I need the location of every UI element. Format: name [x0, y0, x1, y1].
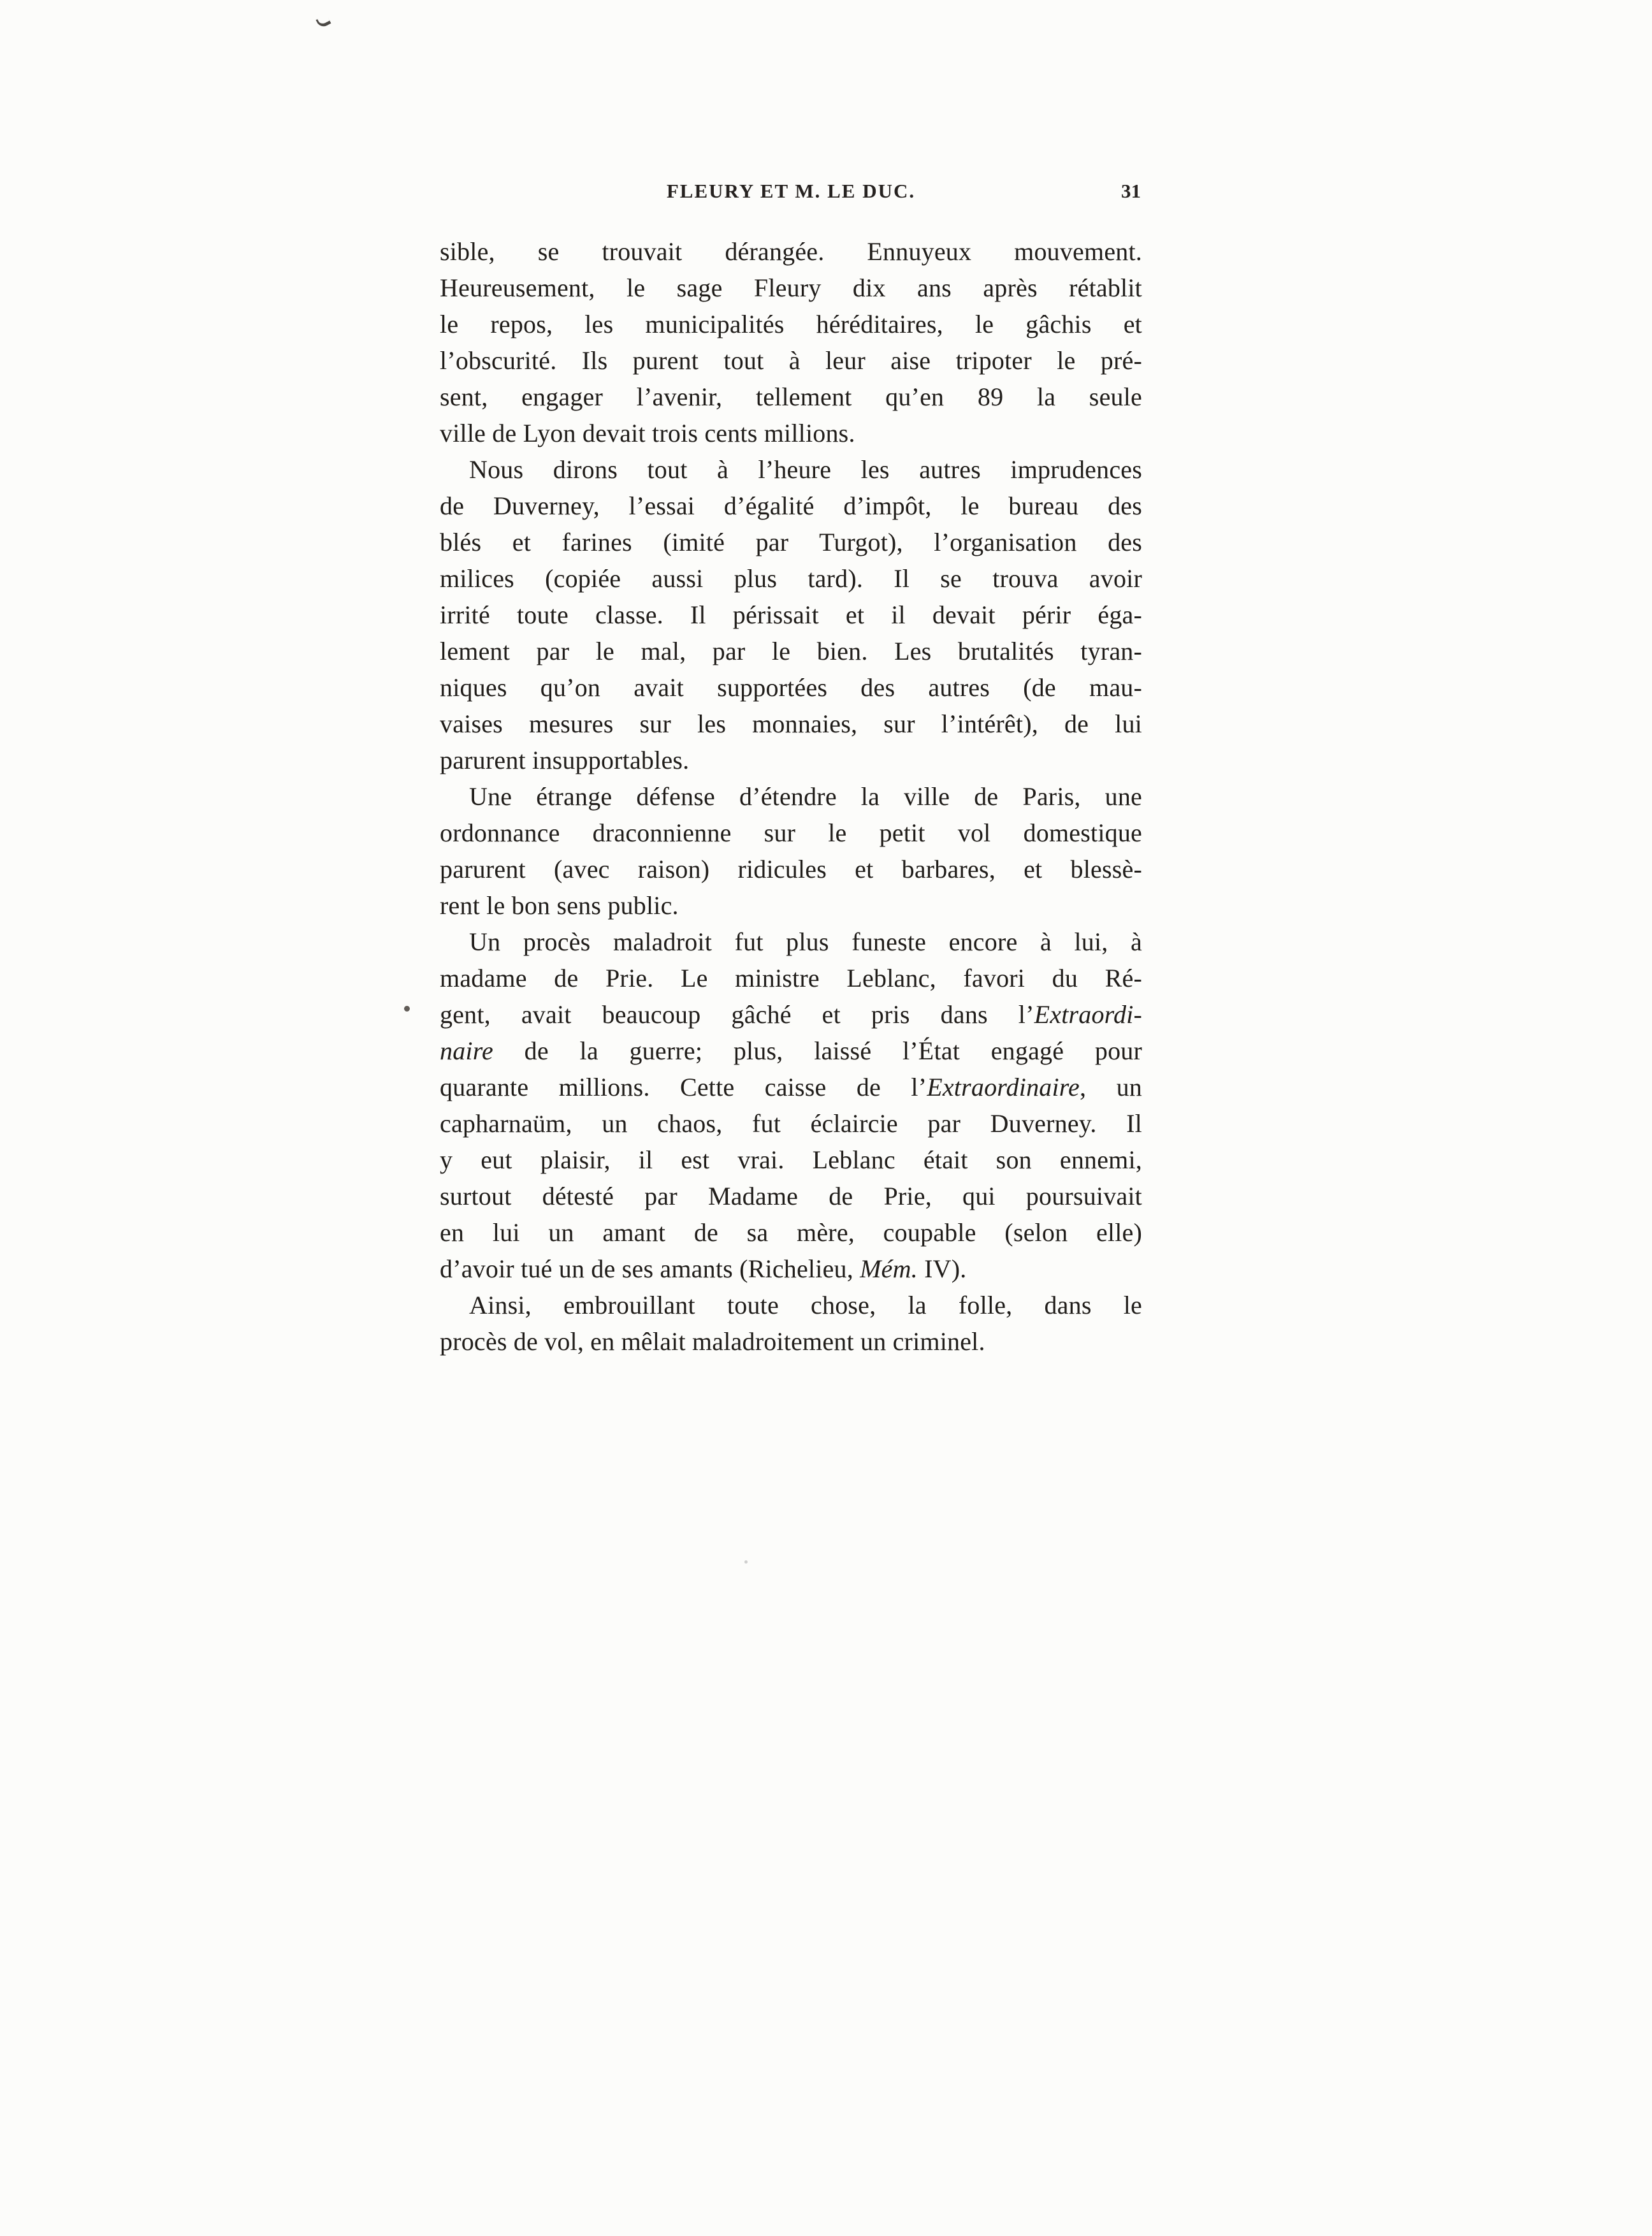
text-line: d’avoir tué un de ses amants (Richelieu, Mém. IV). [440, 1254, 967, 1283]
text-line: Ainsi, embrouillant toute chose, la folle, dans le [469, 1291, 1142, 1319]
text-line: y eut plaisir, il est vrai. Leblanc était son ennemi, [440, 1145, 1142, 1174]
scan-pen-mark [315, 14, 331, 29]
text-line: irrité toute classe. Il périssait et il devait périr éga- [440, 600, 1142, 629]
text-line: niques qu’on avait supportées des autres (de mau- [440, 673, 1142, 702]
text-line: de Duverney, l’essai d’égalité d’impôt, le bureau des [440, 491, 1142, 520]
scan-speck [744, 1560, 748, 1564]
scan-ink-dot [404, 1006, 410, 1012]
text-block [440, 233, 1142, 1360]
text-line: gent, avait beaucoup gâché et pris dans l’Extraordi- [440, 1000, 1142, 1029]
text-line: parurent insupportables. [440, 746, 690, 774]
text-line: le repos, les municipalités héréditaires, le gâchis et [440, 310, 1142, 338]
text-line: rent le bon sens public. [440, 891, 679, 920]
text-line: capharnaüm, un chaos, fut éclaircie par Duverney. Il [440, 1109, 1142, 1138]
text-line: lement par le mal, par le bien. Les brutalités tyran- [440, 637, 1142, 665]
running-header [440, 180, 1142, 209]
text-line: procès de vol, en mêlait maladroitement un criminel. [440, 1327, 985, 1356]
page-content [440, 180, 1142, 1360]
text-line: ordonnance draconnienne sur le petit vol domestique [440, 818, 1142, 847]
text-line: Nous dirons tout à l’heure les autres imprudences [469, 455, 1142, 484]
paragraph [440, 924, 1142, 1287]
text-line: en lui un amant de sa mère, coupable (selon elle) [440, 1218, 1142, 1247]
paragraph [440, 1287, 1142, 1360]
running-header-title: FLEURY ET M. LE DUC. [666, 180, 916, 202]
text-line: surtout détesté par Madame de Prie, qui poursuivait [440, 1182, 1142, 1210]
text-line: Heureusement, le sage Fleury dix ans après rétablit [440, 273, 1142, 302]
text-line: Une étrange défense d’étendre la ville de Paris, une [469, 782, 1142, 811]
paragraph [440, 233, 1142, 451]
text-line: madame de Prie. Le ministre Leblanc, favori du Ré- [440, 964, 1142, 992]
text-line: Un procès maladroit fut plus funeste encore à lui, à [469, 927, 1142, 956]
text-line: ville de Lyon devait trois cents millions. [440, 419, 855, 447]
text-line: parurent (avec raison) ridicules et barbares, et blessè- [440, 855, 1142, 883]
paragraph [440, 778, 1142, 924]
text-line: sent, engager l’avenir, tellement qu’en 89 la seule [440, 382, 1142, 411]
text-line: blés et farines (imité par Turgot), l’organisation des [440, 528, 1142, 556]
text-line: milices (copiée aussi plus tard). Il se trouva avoir [440, 564, 1142, 593]
page-number: 31 [1121, 180, 1141, 202]
text-line: l’obscurité. Ils purent tout à leur aise tripoter le pré- [440, 346, 1142, 375]
text-line: vaises mesures sur les monnaies, sur l’intérêt), de lui [440, 709, 1142, 738]
text-line: sible, se trouvait dérangée. Ennuyeux mouvement. [440, 237, 1142, 266]
text-line: naire de la guerre; plus, laissé l’État engagé pour [440, 1036, 1142, 1065]
paragraph [440, 451, 1142, 778]
text-line: quarante millions. Cette caisse de l’Extraordinaire, un [440, 1073, 1142, 1101]
